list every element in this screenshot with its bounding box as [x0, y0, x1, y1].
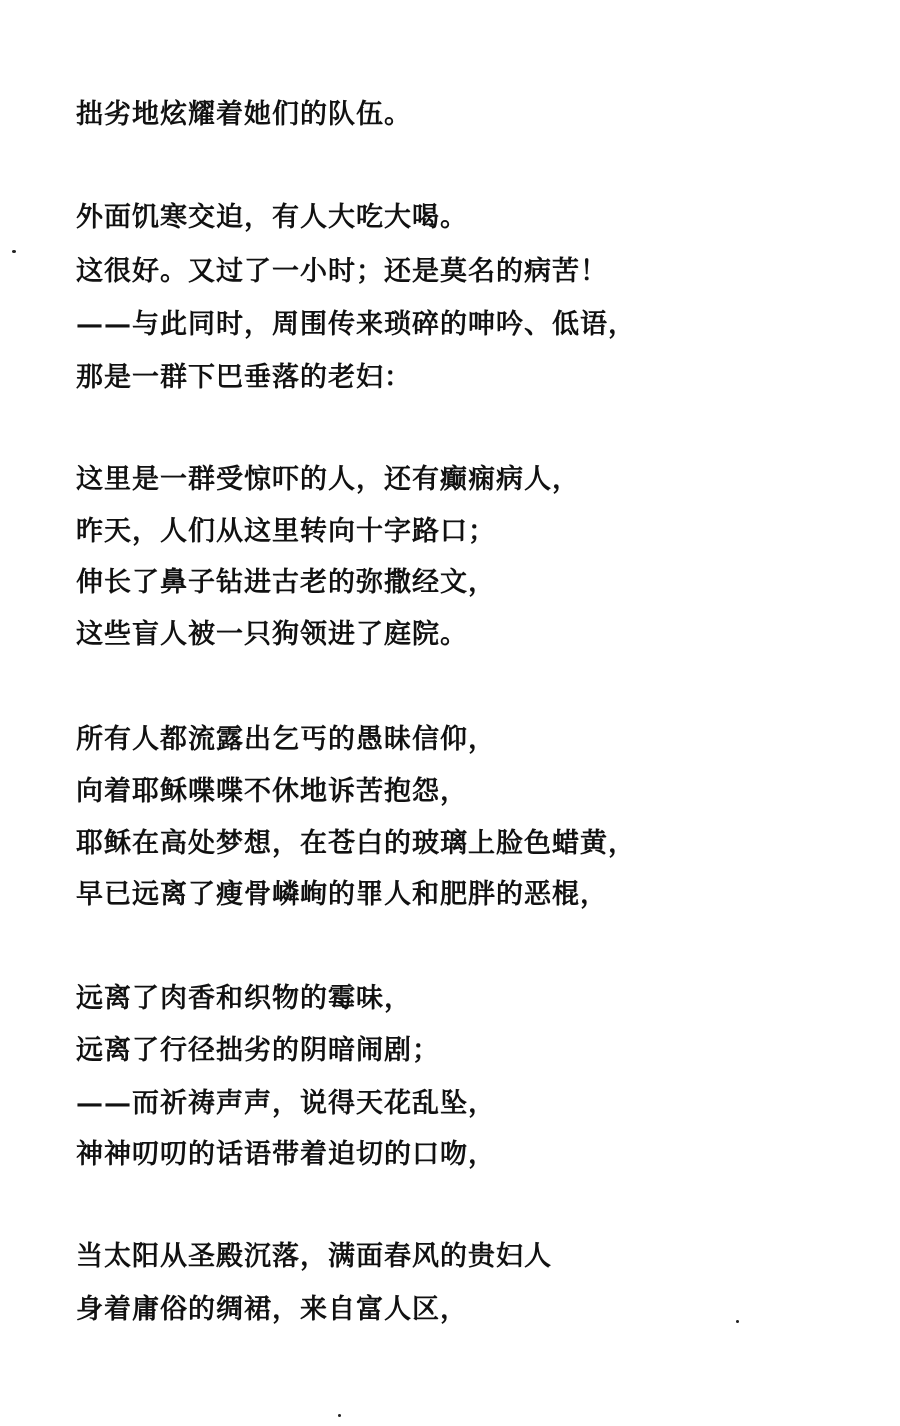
poem-line: 当太阳从圣殿沉落，满面春风的贵妇人	[76, 1241, 552, 1272]
poem-line: 向着耶稣喋喋不休地诉苦抱怨，	[76, 776, 468, 807]
poem-line: 耶稣在高处梦想，在苍白的玻璃上脸色蜡黄，	[76, 828, 636, 859]
poem-line: 所有人都流露出乞丐的愚昧信仰，	[76, 724, 496, 755]
poem-line: 这里是一群受惊吓的人，还有癫痫病人，	[76, 464, 580, 495]
scan-speck	[736, 1320, 739, 1323]
scan-speck	[338, 1414, 341, 1417]
poem-line: 拙劣地炫耀着她们的队伍。	[76, 99, 412, 130]
poem-line: ——而祈祷声声，说得天花乱坠，	[76, 1088, 496, 1119]
poem-line: 远离了行径拙劣的阴暗闹剧；	[76, 1035, 440, 1066]
poem-line: 这些盲人被一只狗领进了庭院。	[76, 619, 468, 650]
poem-line: 昨天，人们从这里转向十字路口；	[76, 516, 496, 547]
poem-line: 身着庸俗的绸裙，来自富人区，	[76, 1294, 468, 1325]
poem-line: 这很好。又过了一小时；还是莫名的病苦！	[76, 256, 608, 287]
scan-speck	[12, 250, 16, 253]
poem-line: 神神叨叨的话语带着迫切的口吻，	[76, 1139, 496, 1170]
poem-line: 远离了肉香和织物的霉味，	[76, 983, 412, 1014]
poem-line: 那是一群下巴垂落的老妇：	[76, 362, 412, 393]
poem-line: 外面饥寒交迫，有人大吃大喝。	[76, 202, 468, 233]
poem-line: ——与此同时，周围传来琐碎的呻吟、低语，	[76, 309, 636, 340]
poem-line: 伸长了鼻子钻进古老的弥撒经文，	[76, 567, 496, 598]
poem-line: 早已远离了瘦骨嶙峋的罪人和肥胖的恶棍，	[76, 879, 608, 910]
